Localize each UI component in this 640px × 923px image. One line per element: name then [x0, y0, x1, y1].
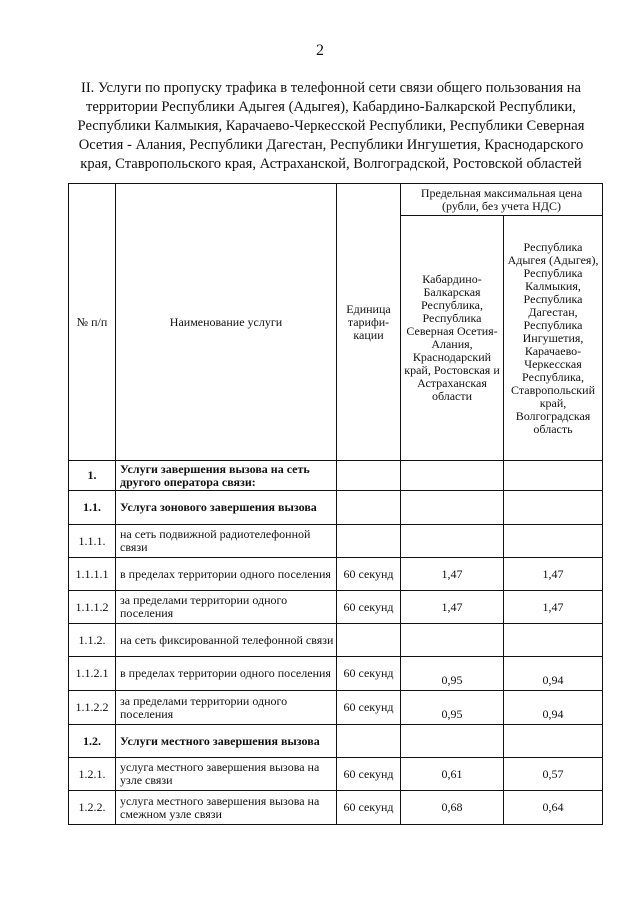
row-unit: 60 секунд — [337, 591, 401, 624]
table-row — [69, 758, 603, 791]
row-name: за пределами территории одного поселения — [116, 691, 337, 725]
row-price-b — [504, 525, 603, 558]
row-name: Услуги завершения вызова на сеть другого оператора связи: — [116, 461, 337, 491]
row-price-b: 1,47 — [504, 558, 603, 591]
row-name: в пределах территории одного поселения — [116, 558, 337, 591]
row-price-a: 0,95 — [401, 657, 504, 691]
header-region-b: Республика Адыгея (Адыгея), Республика Калмыкия, Республика Дагестан, Республика Ингушетия, Карачаево-Черкесская Республика, Ставропольский край, Волгоградская область — [504, 216, 603, 461]
row-num: 1. — [69, 461, 116, 491]
row-num: 1.2.2. — [69, 791, 116, 825]
row-num: 1.2.1. — [69, 758, 116, 791]
row-price-b: 0,94 — [504, 691, 603, 725]
row-name: Услуга зонового завершения вызова — [116, 491, 337, 525]
row-num: 1.1.1. — [69, 525, 116, 558]
row-num: 1.1.1.1 — [69, 558, 116, 591]
row-name: на сеть фиксированной телефонной связи — [116, 624, 337, 657]
row-price-a: 1,47 — [401, 591, 504, 624]
table-row — [69, 624, 603, 657]
row-price-a: 0,95 — [401, 691, 504, 725]
row-num: 1.1.2.1 — [69, 657, 116, 691]
row-unit — [337, 491, 401, 525]
row-price-a: 0,61 — [401, 758, 504, 791]
header-unit: Единица тарифи-кации — [337, 184, 401, 461]
row-num: 1.1.2.2 — [69, 691, 116, 725]
table-row — [69, 461, 603, 491]
row-price-b: 0,57 — [504, 758, 603, 791]
table-row — [69, 657, 603, 691]
row-num: 1.2. — [69, 725, 116, 758]
table-row — [69, 691, 603, 725]
header-price-group: Предельная максимальная цена (рубли, без учета НДС) — [401, 184, 603, 216]
row-name: Услуги местного завершения вызова — [116, 725, 337, 758]
row-price-b — [504, 461, 603, 491]
row-price-b: 1,47 — [504, 591, 603, 624]
row-unit: 60 секунд — [337, 558, 401, 591]
row-num: 1.1.1.2 — [69, 591, 116, 624]
row-price-b: 0,64 — [504, 791, 603, 825]
row-price-a: 1,47 — [401, 558, 504, 591]
row-name: за пределами территории одного поселения — [116, 591, 337, 624]
tariff-table — [68, 183, 603, 825]
row-price-a — [401, 725, 504, 758]
row-price-a — [401, 525, 504, 558]
header-num: № п/п — [69, 184, 116, 461]
row-num: 1.1. — [69, 491, 116, 525]
row-name: услуга местного завершения вызова на узле связи — [116, 758, 337, 791]
row-name: услуга местного завершения вызова на смежном узле связи — [116, 791, 337, 825]
row-unit — [337, 525, 401, 558]
row-price-a — [401, 491, 504, 525]
row-unit — [337, 461, 401, 491]
row-unit: 60 секунд — [337, 691, 401, 725]
table-row — [69, 525, 603, 558]
page-number: 2 — [316, 42, 324, 59]
header-region-a: Кабардино-Балкарская Республика, Республика Северная Осетия-Алания, Краснодарский край, Ростовская и Астраханская области — [401, 216, 504, 461]
row-unit: 60 секунд — [337, 657, 401, 691]
row-unit — [337, 624, 401, 657]
row-unit: 60 секунд — [337, 758, 401, 791]
row-unit: 60 секунд — [337, 791, 401, 825]
table-row — [69, 491, 603, 525]
row-name: в пределах территории одного поселения — [116, 657, 337, 691]
row-price-b: 0,94 — [504, 657, 603, 691]
table-row — [69, 791, 603, 825]
header-service-name: Наименование услуги — [116, 184, 337, 461]
row-unit — [337, 725, 401, 758]
section-heading: II. Услуги по пропуску трафика в телефонной сети связи общего пользования на территории Республики Адыгея (Адыгея), Кабардино-Балкарской Республики, Республики Калмыкия, Карачаево-Черкесской Республики, Республики Северная Осетия - Алания, Республики Дагестан, Республики Ингушетия, Краснодарского края, Ставропольского края, Астраханской, Волгоградской, Ростовской областей — [77, 80, 585, 172]
row-name: на сеть подвижной радиотелефонной связи — [116, 525, 337, 558]
row-price-a — [401, 461, 504, 491]
row-price-b — [504, 725, 603, 758]
row-price-a: 0,68 — [401, 791, 504, 825]
table-row — [69, 725, 603, 758]
table-row — [69, 558, 603, 591]
table-row — [69, 591, 603, 624]
row-num: 1.1.2. — [69, 624, 116, 657]
row-price-b — [504, 624, 603, 657]
row-price-b — [504, 491, 603, 525]
row-price-a — [401, 624, 504, 657]
